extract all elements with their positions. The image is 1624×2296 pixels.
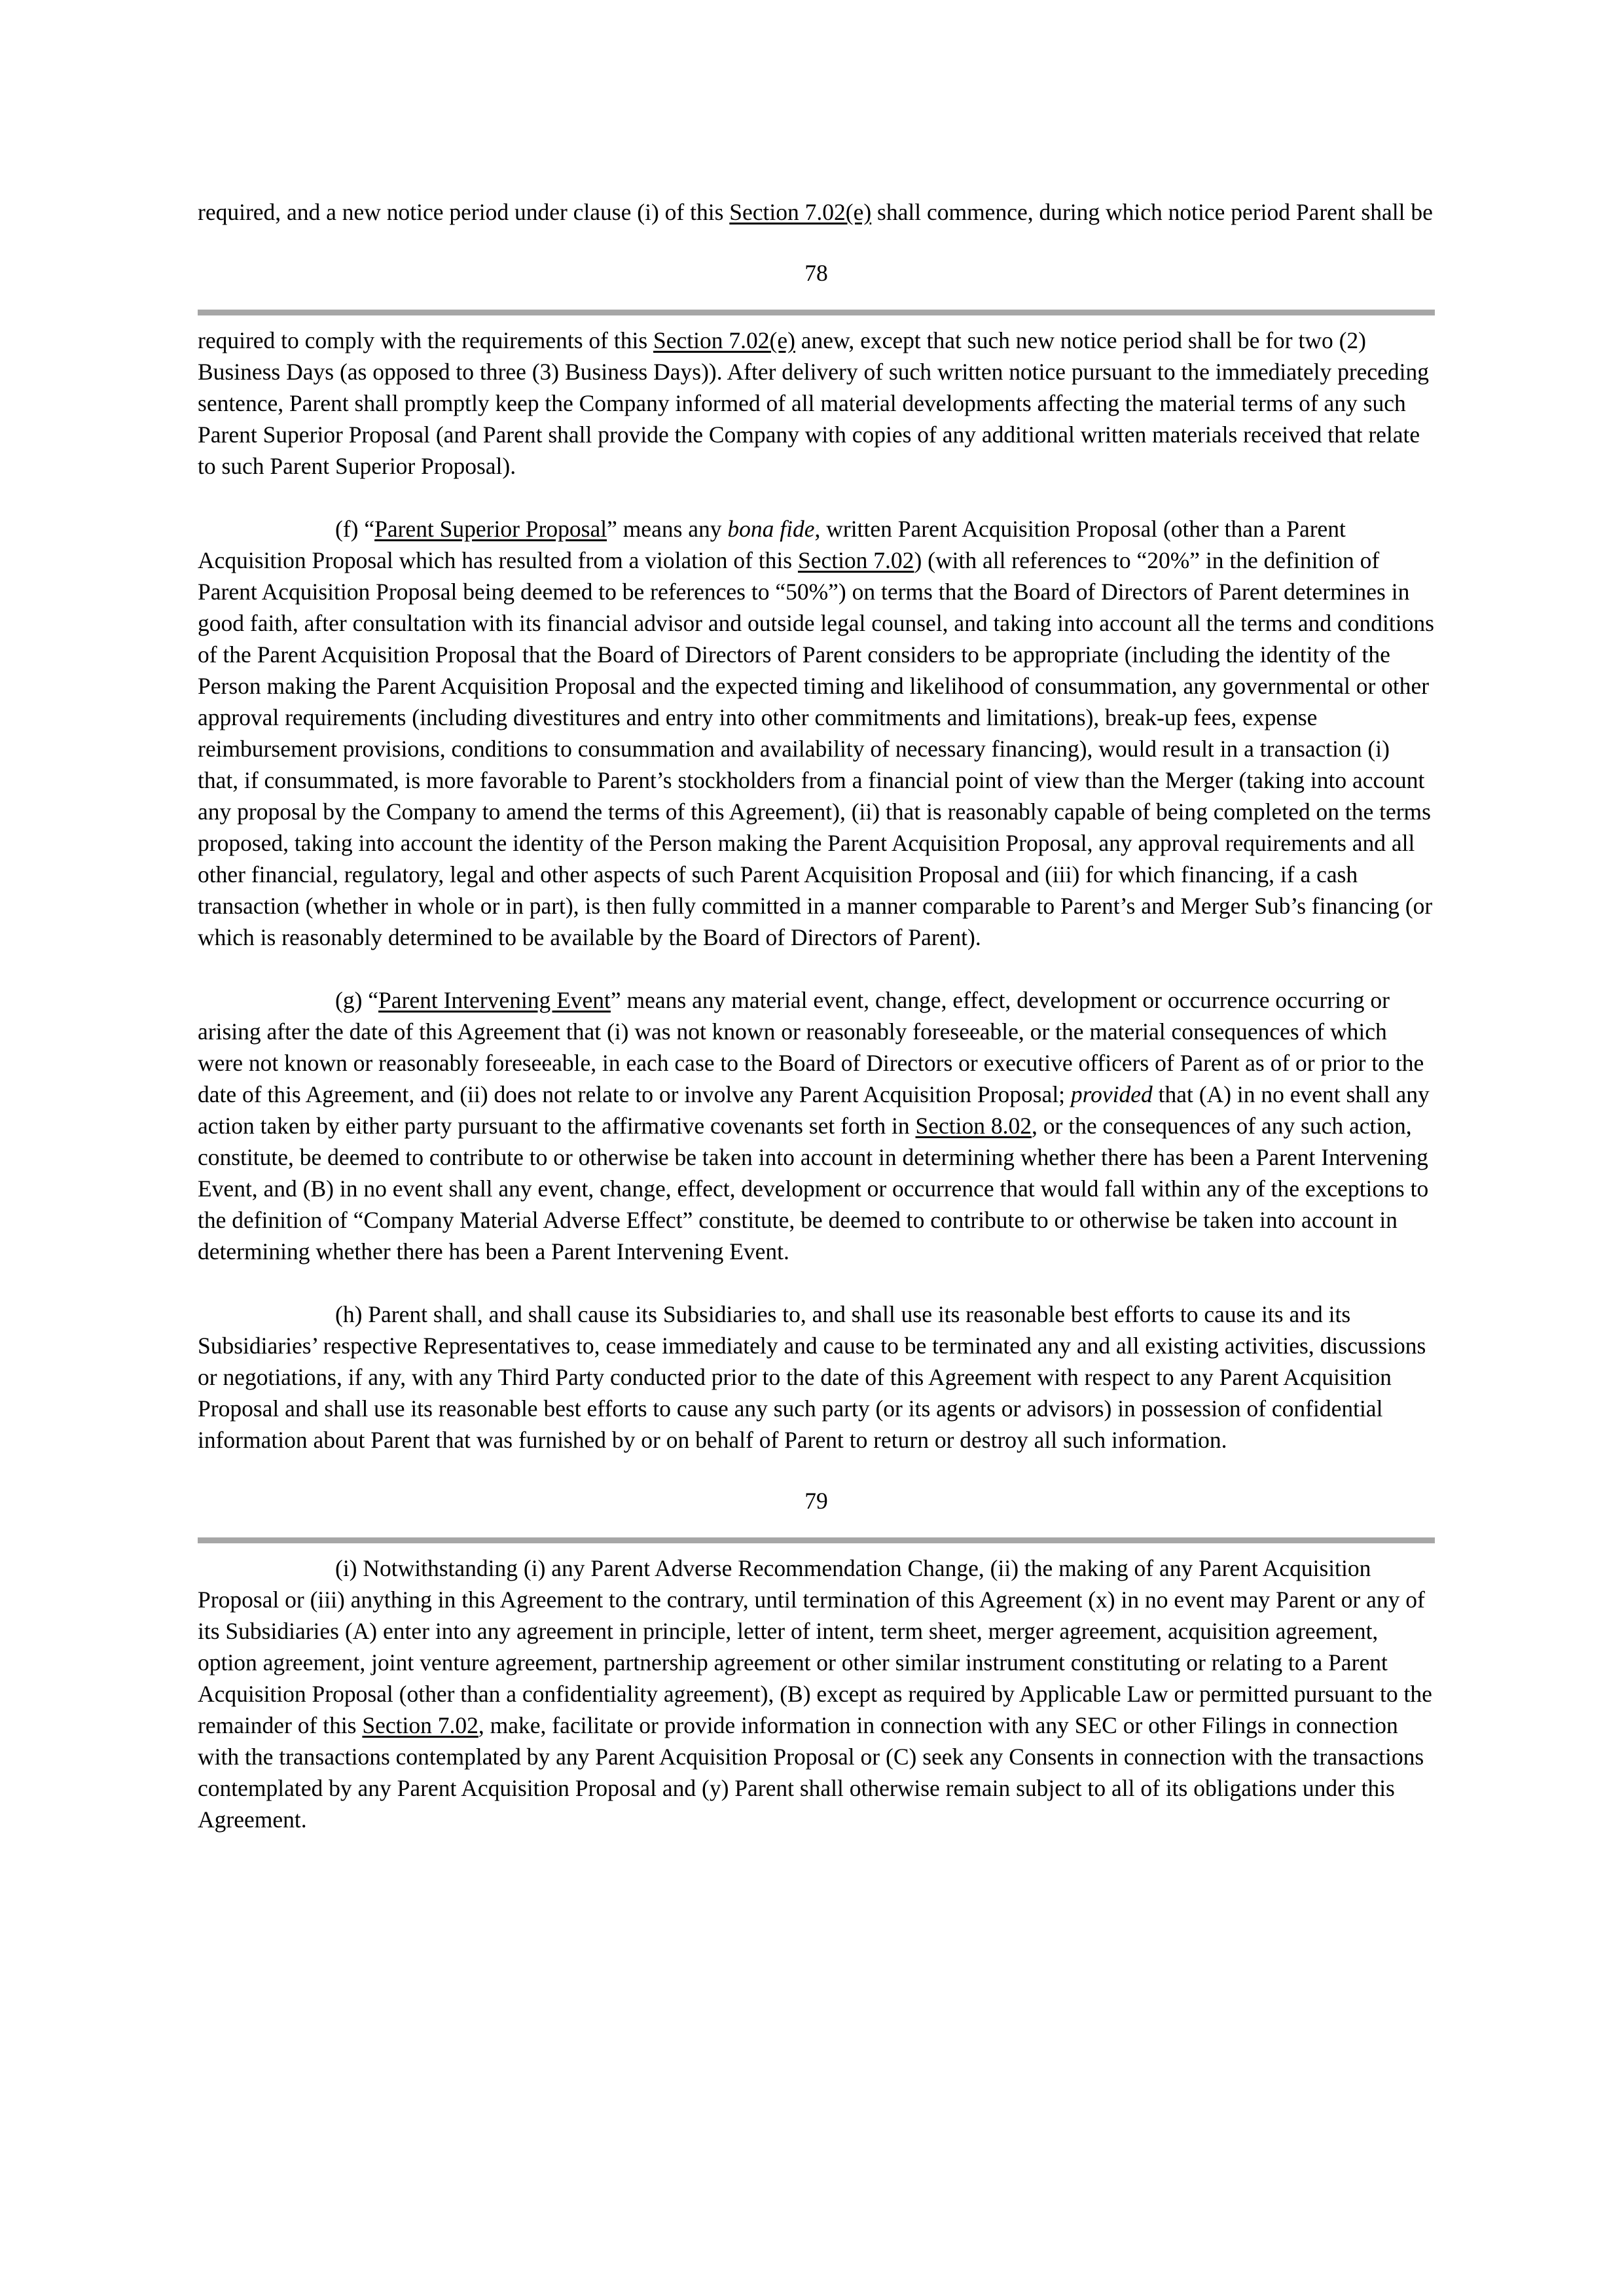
- text-run: ” means any material event, change, effect, development or occurrence occurring or arising after the date of this Agreement that (i) was not known or reasonably foreseeable, or the material consequences of which were not known or reasonably foreseeable, in each case to the Board of Directors or executive officers of Parent as of or prior to the date of this Agreement, and (ii) does not relate to or involve any Parent Acquisition Proposal;: [198, 987, 1424, 1107]
- text-run: , make, facilitate or provide information in connection with any SEC or other Filings in connection with the transactions contemplated by any Parent Acquisition Proposal or (C) seek any Consents in connection with the transactions contemplated by any Parent Acquisition Proposal and (y) Parent shall otherwise remain subject to all of its obligations under this Agreement.: [198, 1712, 1424, 1833]
- paragraph-i: [198, 1552, 1435, 1835]
- defined-term: Parent Intervening Event: [378, 987, 611, 1013]
- text-run: ” means any: [607, 516, 728, 542]
- page-top-paragraph: [198, 196, 1435, 228]
- paragraph-h: (h) Parent shall, and shall cause its Subsidiaries to, and shall use its reasonable best efforts to cause its and its Subsidiaries’ respective Representatives to, cease immediately and cause to be terminated any and all existing activities, discussions or negotiations, if any, with any Third Party conducted prior to the date of this Agreement with respect to any Parent Acquisition Proposal and shall use its reasonable best efforts to cause any such party (or its agents or advisors) in possession of confidential information about Parent that was furnished by or on behalf of Parent to return or destroy all such information.: [198, 1301, 1426, 1453]
- section-link[interactable]: Section 7.02: [797, 547, 914, 573]
- text-run: , written Parent Acquisition Proposal (other than a Parent Acquisition Proposal which has resulted from a violation of this: [198, 516, 1346, 573]
- text-run: that (A) in no event shall any action taken by either party pursuant to the affirmative covenants set forth in: [198, 1081, 1430, 1139]
- section-link[interactable]: Section 7.02(e): [653, 327, 795, 353]
- paragraph-g: [198, 984, 1435, 1267]
- continued-paragraph: [198, 325, 1435, 482]
- text-run: shall commence, during which notice period Parent shall be: [871, 199, 1433, 225]
- text-run: required to comply with the requirements of this: [198, 327, 654, 353]
- paragraph-f: [198, 513, 1435, 953]
- section-link[interactable]: Section 7.02: [362, 1712, 478, 1738]
- text-run: , or the consequences of any such action, constitute, be deemed to contribute to or otherwise be taken into account in determining whether there has been a Parent Intervening Event, and (B) in no event shall any event, change, effect, development or occurrence that would fall within any of the exceptions to the definition of “Company Material Adverse Effect” constitute, be deemed to contribute to or otherwise be taken into account in determining whether there has been a Parent Intervening Event.: [198, 1113, 1429, 1265]
- section-link[interactable]: Section 7.02(e): [729, 199, 872, 225]
- text-run: ) (with all references to “20%” in the definition of Parent Acquisition Proposal being deemed to be references to “50%”) on terms that the Board of Directors of Parent determines in good faith, after consultation with its financial advisor and outside legal counsel, and taking into account all the terms and conditions of the Parent Acquisition Proposal that the Board of Directors of Parent considers to be appropriate (including the identity of the Person making the Parent Acquisition Proposal and the expected timing and likelihood of consummation, any governmental or other approval requirements (including divestitures and entry into other commitments and limitations), break-up fees, expense reimbursement provisions, conditions to consummation and availability of necessary financing), would result in a transaction (i) that, if consummated, is more favorable to Parent’s stockholders from a financial point of view than the Merger (taking into account any proposal by the Company to amend the terms of this Agreement), (ii) that is reasonably capable of being completed on the terms proposed, taking into account the identity of the Person making the Parent Acquisition Proposal, any approval requirements and all other financial, regulatory, legal and other aspects of such Parent Acquisition Proposal and (iii) for which financing, if a cash transaction (whether in whole or in part), is then fully committed in a manner comparable to Parent’s and Merger Sub’s financing (or which is reasonably determined to be available by the Board of Directors of Parent).: [198, 547, 1434, 950]
- page-number: 79: [804, 1488, 828, 1514]
- page-divider: [198, 1537, 1435, 1543]
- text-run: anew, except that such new notice period shall be for two (2) Business Days (as opposed to three (3) Business Days)). After delivery of such written notice pursuant to the immediately preceding sentence, Parent shall promptly keep the Company informed of all material developments affecting the material terms of any such Parent Superior Proposal (and Parent shall provide the Company with copies of any additional written materials received that relate to such Parent Superior Proposal).: [198, 327, 1430, 479]
- text-run: (f) “: [335, 516, 375, 542]
- page-divider: [198, 310, 1435, 315]
- page-number: 78: [804, 260, 828, 286]
- text-run: (g) “: [335, 987, 379, 1013]
- defined-term: Parent Superior Proposal: [374, 516, 607, 542]
- document-page: [198, 196, 1435, 1835]
- section-link[interactable]: Section 8.02: [915, 1113, 1032, 1139]
- text-run: (i) Notwithstanding (i) any Parent Adverse Recommendation Change, (ii) the making of any Parent Acquisition Proposal or (iii) anything in this Agreement to the contrary, until termination of this Agreement (x) in no event may Parent or any of its Subsidiaries (A) enter into any agreement in principle, letter of intent, term sheet, merger agreement, acquisition agreement, option agreement, joint venture agreement, partnership agreement or other similar instrument constituting or relating to a Parent Acquisition Proposal (other than a confidentiality agreement), (B) except as required by Applicable Law or permitted pursuant to the remainder of this: [198, 1555, 1432, 1738]
- italic-term: provided: [1070, 1081, 1153, 1107]
- text-run: required, and a new notice period under clause (i) of this: [198, 199, 730, 225]
- italic-term: bona fide: [727, 516, 815, 542]
